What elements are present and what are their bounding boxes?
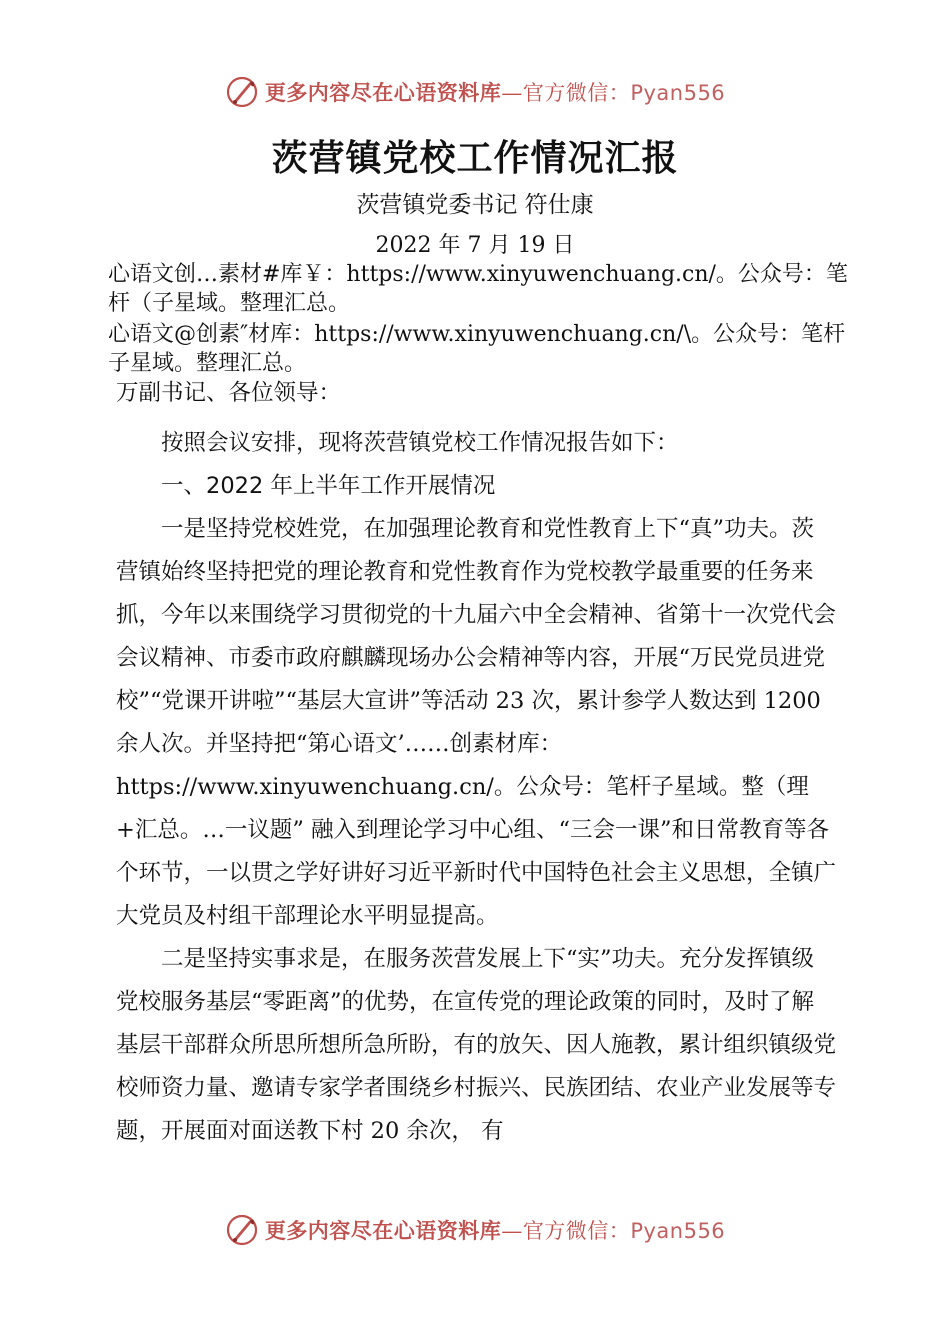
salutation: 万副书记、各位领导： — [116, 380, 342, 406]
banner-site-name: 更多内容尽在心语资料库 — [264, 1218, 502, 1243]
banner-text — [265, 1215, 725, 1245]
paragraph-2: 二是坚持实事求是，在服务茨营发展上下“实”功夫。充分发挥镇级党校服务基层“零距离”的优势，在宣传党的理论政策的同时，及时了解基层干部群众所思所想所急所盼，有的放矢、因人施教，累计组织镇级党校师资力量、邀请专家学者围绕乡村振兴、民族团结、农业产业发展等专题，开展面对面送教下村 20 余次， 有 — [116, 946, 837, 1144]
document-author: 茨营镇党委书记 符仕康 — [356, 192, 594, 218]
banner-wechat-label: 官方微信： — [522, 1219, 631, 1243]
document-date: 2022 年 7 月 19 日 — [375, 233, 575, 258]
header-banner — [0, 70, 950, 114]
watermark-notice-2: 心语文@创素″材库：https://www.xinyuwenchuang.cn/\。公众号：笔杆子星域。整理汇总。 — [108, 322, 846, 376]
banner-site-name: 更多内容尽在心语资料库 — [264, 80, 502, 105]
banner-wechat-account: Pyan556 — [630, 81, 726, 105]
banner-wechat-label: 官方微信： — [522, 81, 631, 105]
document-title: 茨营镇党校工作情况汇报 — [271, 138, 679, 179]
quill-pen-logo-icon — [225, 1213, 259, 1247]
document-body — [116, 378, 837, 1144]
watermark-notice-1: 心语文创…素材#库￥：https://www.xinyuwenchuang.cn/。公众号：笔杆（子星域。整理汇总。 — [108, 262, 848, 316]
paragraph-1: 一是坚持党校姓党，在加强理论教育和党性教育上下“真”功夫。茨营镇始终坚持把党的理论教育和党性教育作为党校教学最重要的任务来抓，今年以来围绕学习贯彻党的十九届六中全会精神、省第十一次党代会会议精神、市委市政府麒麟现场办公会精神等内容，开展“万民党员进党校”“党课开讲啦”“基层大宣讲”等活动 23 次，累计参学人数达到 1200 余人次。并坚持把“第心语文’……创素材库：https://www.xinyuwenchuang.cn/。公众号：笔杆子星域。整（理+汇总。…一议题” 融入到理论学习中心组、“三会一课”和日常教育等各个环节，一以贯之学好讲好习近平新时代中国特色社会主义思想，全镇广大党员及村组干部理论水平明显提高。 — [116, 516, 837, 929]
intro-paragraph: 按照会议安排，现将茨营镇党校工作情况报告如下： — [161, 430, 679, 456]
banner-dash: — — [501, 81, 523, 105]
section-heading: 一、2022 年上半年工作开展情况 — [161, 473, 496, 499]
banner-dash: — — [501, 1219, 523, 1243]
banner-wechat-account: Pyan556 — [630, 1219, 726, 1243]
footer-banner — [0, 1208, 950, 1252]
banner-text — [265, 77, 725, 107]
quill-pen-logo-icon — [225, 75, 259, 109]
